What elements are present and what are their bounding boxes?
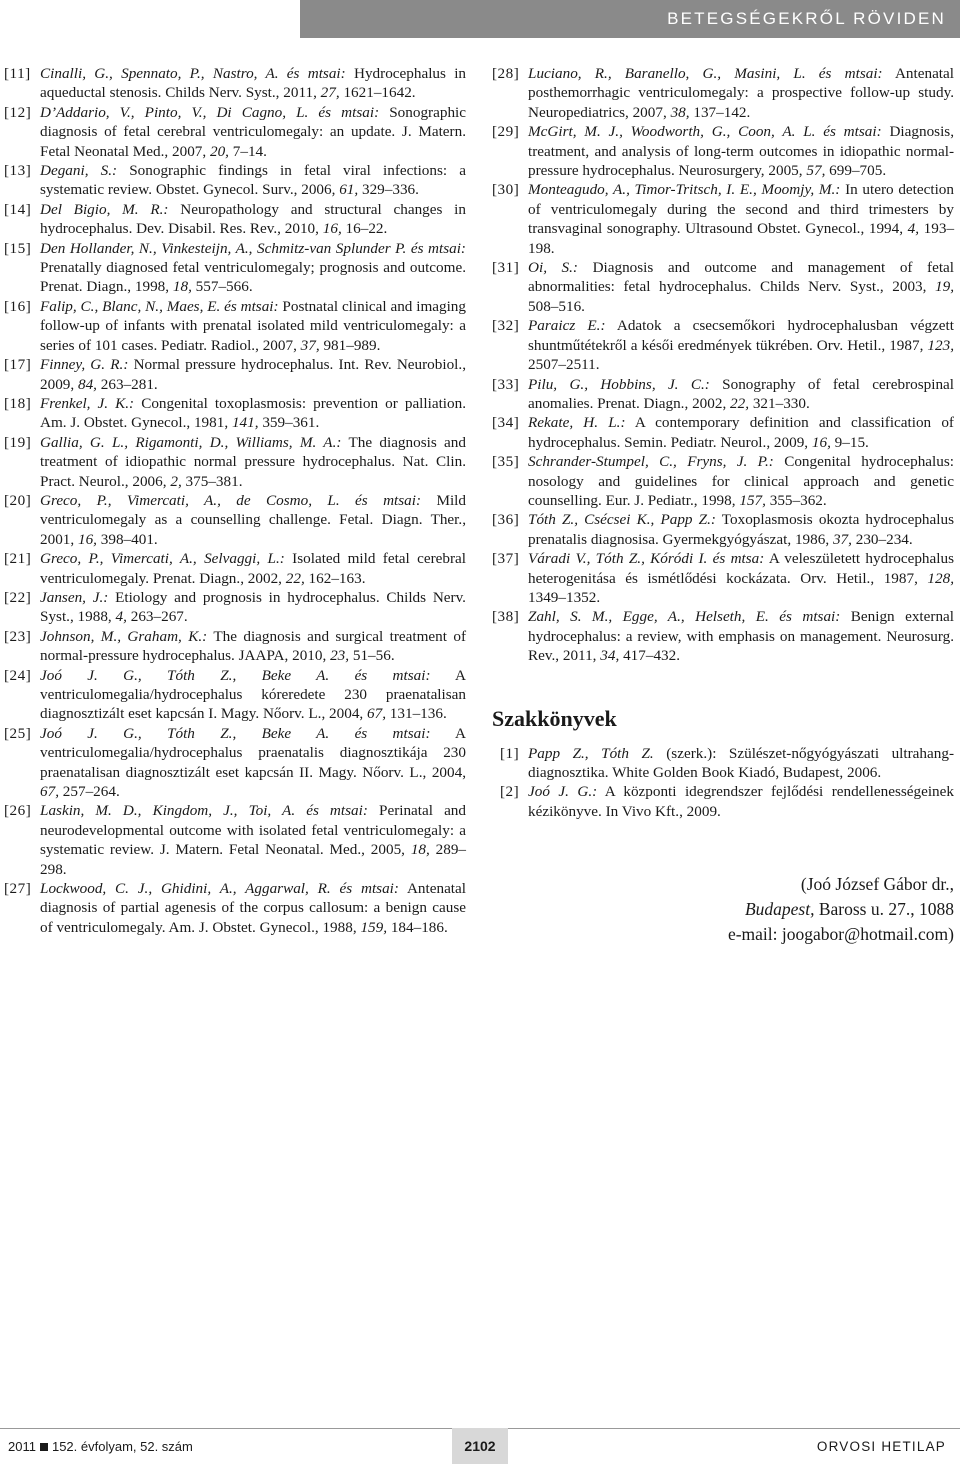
reference-number: [20] [4, 491, 32, 509]
reference-number: [26] [4, 802, 32, 820]
reference-volume: 16, [322, 220, 342, 238]
contact-address-line [640, 897, 954, 922]
reference-number: [30] [492, 181, 520, 199]
reference-entry [492, 258, 954, 316]
reference-citation: Congenital hydrocephalus: nosology and guidelines for clinical approach and genetic counselling. Eur. J. Pediatr., 1998, [528, 453, 954, 509]
reference-pages: 981–989. [323, 336, 381, 354]
reference-authors: Lockwood, C. J., Ghidini, A., Aggarwal, R. és mtsai: [40, 880, 399, 898]
reference-pages: 16–22. [345, 220, 388, 238]
reference-number: [28] [492, 65, 520, 82]
reference-citation: Adatok a csecsemőkori hydrocephalusban végzett shuntműtétekről a késői eredmények tükrében. Orv. Hetil., 1987, [528, 317, 954, 354]
reference-pages: 137–142. [693, 103, 751, 121]
reference-pages: 131–136. [389, 705, 447, 723]
reference-citation: In utero detection of ventriculomegaly during the second and third trimesters by transvaginal sonography. Ultrasound Obstet. Gynecol., 1994, [528, 181, 954, 238]
reference-authors: Greco, P., Vimercati, A., Selvaggi, L.: [40, 550, 285, 568]
reference-citation: Hydrocephalus in aqueductal stenosis. Childs Nerv. Syst., 2011, [40, 65, 467, 102]
reference-pages: 7–14. [232, 142, 267, 160]
reference-volume: 128, [927, 569, 954, 587]
reference-authors: Laskin, M. D., Kingdom, J., Toi, A. és mtsai: [40, 802, 368, 820]
references-right-column [492, 64, 954, 821]
reference-pages: 321–330. [752, 394, 810, 412]
reference-citation: Toxoplasmosis okozta hydrocephalus prenatalis diagnosisa. Gyermekgyógyászat, 1986, [528, 511, 954, 548]
reference-volume: 84, [77, 375, 97, 393]
journal-name: ORVOSI HETILAP [816, 1439, 946, 1454]
reference-authors: Váradi V., Tóth Z., Kóródi I. és mtsa: [528, 550, 765, 568]
reference-pages: 257–264. [62, 783, 120, 801]
reference-authors: Schrander-Stumpel, C., Fryns, J. P.: [528, 453, 774, 471]
reference-entry [4, 666, 466, 724]
reference-pages: 162–163. [308, 569, 366, 587]
reference-authors: Frenkel, J. K.: [40, 394, 135, 412]
reference-citation: Diagnosis, treatment, and analysis of long-term outcomes in idiopathic normal-pressure hydrocephalus. Neurosurgery, 2005, [528, 123, 954, 180]
reference-entry [492, 549, 954, 607]
reference-citation: Prenatally diagnosed fetal ventriculomegaly; prognosis and outcome. Prenat. Diagn., 1998, [40, 259, 466, 296]
reference-authors: Joó J. G., Tóth Z., Beke A. és mtsai: [40, 666, 431, 684]
reference-number: [32] [492, 317, 520, 335]
reference-number: [18] [4, 394, 32, 412]
reference-authors: Papp Z., Tóth Z. [528, 744, 654, 762]
reference-citation: Antenatal diagnosis of partial agenesis of the corpus callosum: a benign cause of ventriculomegaly. Am. J. Obstet. Gynecol., 1988, [40, 880, 466, 936]
page-number: 2102 [452, 1428, 508, 1464]
reference-volume: 37, [832, 530, 852, 548]
reference-authors: Gallia, G. L., Rigamonti, D., Williams, M. A.: [40, 433, 342, 451]
reference-authors: Johnson, M., Graham, K.: [40, 627, 208, 645]
reference-pages: 557–566. [195, 278, 253, 296]
references-left-column [4, 64, 466, 937]
reference-entry [4, 103, 466, 161]
reference-authors: Del Bigio, M. R.: [40, 200, 169, 218]
reference-authors: Rekate, H. L.: [528, 414, 626, 432]
reference-volume: 18, [172, 278, 192, 296]
reference-volume: 4, [115, 608, 127, 626]
reference-entry [4, 239, 466, 297]
footer-volume: 152. évfolyam, 52. szám [51, 1439, 193, 1454]
reference-number: [31] [492, 259, 520, 277]
reference-authors: Zahl, S. M., Egge, A., Helseth, E. és mtsai: [528, 608, 841, 626]
reference-number: [36] [492, 511, 520, 529]
reference-volume: 16, [811, 433, 831, 451]
reference-entry [4, 200, 466, 239]
reference-volume: 61, [339, 181, 359, 199]
reference-pages: 263–281. [100, 375, 158, 393]
reference-volume: 67, [367, 705, 386, 723]
reference-entry [492, 452, 954, 510]
reference-citation: A ventriculomegalia/hydrocephalus praenatalis diagnosztikája 230 praenatalisan diagnosztizált eset kapcsán II. Magy. Nőorv. L., 2004, [40, 724, 466, 781]
reference-number: [14] [4, 200, 32, 218]
section-header-title: BETEGSÉGEKRŐL RÖVIDEN [667, 9, 946, 28]
reference-entry [4, 491, 466, 549]
reference-volume: 16, [77, 530, 97, 548]
reference-volume: 37, [300, 336, 320, 354]
reference-number: [25] [4, 724, 32, 742]
reference-number: [29] [492, 123, 520, 141]
reference-authors: Degani, S.: [40, 162, 118, 180]
reference-entry [492, 375, 954, 414]
reference-pages: 508–516. [528, 297, 585, 315]
reference-pages: 329–336. [361, 181, 419, 199]
reference-number: [19] [4, 433, 32, 451]
reference-entry [4, 588, 466, 627]
reference-citation: (szerk.): Szülészet-nőgyógyászati ultrahang-diagnosztika. White Golden Book Kiadó, Budapest, 2006. [528, 744, 954, 781]
reference-entry [4, 549, 466, 588]
reference-pages: 230–234. [855, 530, 913, 548]
reference-volume: 57, [806, 162, 826, 180]
reference-volume: 20, [209, 142, 229, 160]
reference-pages: 193–198. [528, 220, 955, 257]
author-contact [640, 872, 954, 947]
reference-authors: McGirt, M. J., Woodworth, G., Coon, A. L. és mtsai: [528, 123, 882, 141]
reference-citation: Normal pressure hydrocephalus. Int. Rev. Neurobiol., 2009, [40, 356, 466, 393]
reference-pages: 699–705. [829, 162, 887, 180]
reference-pages: 1621–1642. [343, 84, 416, 102]
reference-volume: 19, [935, 278, 955, 296]
handbook-entry [492, 744, 954, 783]
reference-entry [4, 801, 466, 879]
reference-citation: Postnatal clinical and imaging follow-up of infants with prenatal isolated mild ventriculomegaly: a series of 101 cases. Pediatr. Radiol., 2007, [40, 297, 466, 354]
reference-entry [4, 161, 466, 200]
reference-pages: 1349–1352. [528, 588, 601, 606]
reference-number: [34] [492, 414, 520, 432]
reference-entry [4, 724, 466, 802]
reference-entry [492, 413, 954, 452]
reference-entry [492, 180, 954, 258]
reference-pages: 9–15. [834, 433, 869, 451]
reference-number: [22] [4, 588, 32, 606]
reference-number: [35] [492, 453, 520, 471]
reference-authors: Pilu, G., Hobbins, J. C.: [528, 375, 710, 393]
reference-citation: Etiology and prognosis in hydrocephalus. Childs Nerv. Syst., 1988, [40, 588, 466, 626]
footer-issue-info [8, 1439, 193, 1454]
page-footer [0, 1428, 960, 1464]
reference-number: [16] [4, 297, 32, 315]
references-right-list [492, 64, 954, 666]
reference-number: [2] [500, 783, 520, 801]
reference-entry [4, 64, 466, 103]
reference-authors: Greco, P., Vimercati, A., de Cosmo, L. és mtsai: [40, 491, 422, 509]
reference-citation: Diagnosis and outcome and management of fetal abnormalities: fetal hydrocephalus. Childs Nerv. Syst., 2003, [528, 259, 955, 296]
reference-authors: Tóth Z., Csécsei K., Papp Z.: [528, 511, 716, 529]
reference-number: [38] [492, 608, 520, 626]
handbook-entry [492, 782, 954, 821]
reference-pages: 51–56. [352, 647, 395, 665]
reference-pages: 184–186. [390, 918, 448, 936]
reference-entry [492, 64, 954, 122]
reference-number: [37] [492, 550, 520, 568]
reference-citation: A központi idegrendszer fejlődési rendellenességeinek kézikönyve. In Vivo Kft., 2009. [528, 783, 954, 820]
reference-entry [492, 510, 954, 549]
reference-citation: Mild ventriculomegaly as a counselling challenge. Fetal. Diagn. Ther., 2001, [40, 491, 466, 548]
reference-number: [21] [4, 550, 32, 568]
handbooks-heading: Szakkönyvek [492, 705, 617, 731]
contact-email[interactable]: e-mail: joogabor@hotmail.com) [727, 924, 954, 944]
reference-authors: Paraicz E.: [528, 317, 606, 335]
footer-year: 2011 [8, 1439, 36, 1454]
reference-authors: Den Hollander, N., Vinkesteijn, A., Schmitz-van Splunder P. és mtsai: [40, 239, 466, 257]
reference-volume: 34, [600, 647, 620, 665]
header-bar [300, 0, 960, 38]
reference-authors: Jansen, J.: [40, 588, 109, 606]
contact-address: Baross u. 27., 1088 [818, 899, 954, 919]
reference-entry [4, 355, 466, 394]
reference-volume: 22, [730, 394, 750, 412]
reference-pages: 289–298. [40, 841, 466, 878]
reference-pages: 398–401. [100, 530, 158, 548]
reference-authors: Falip, C., Blanc, N., Maes, E. és mtsai: [40, 297, 279, 315]
reference-volume: 4, [907, 220, 920, 238]
reference-citation: Benign external hydrocephalus: a review, with emphasis on management. Neurosurg. Rev., 2011, [528, 608, 955, 665]
reference-number: [27] [4, 880, 32, 898]
reference-entry [4, 627, 466, 666]
reference-pages: 355–362. [769, 491, 827, 509]
reference-authors: Oi, S.: [528, 259, 578, 277]
reference-entry [4, 433, 466, 491]
reference-number: [13] [4, 162, 32, 180]
reference-entry [4, 879, 466, 937]
contact-name: (Joó József Gábor dr., [800, 874, 954, 894]
reference-volume: 141, [231, 414, 259, 432]
reference-volume: 18, [410, 841, 430, 859]
reference-entry [4, 297, 466, 355]
reference-pages: 359–361. [262, 414, 320, 432]
reference-citation: Sonography of fetal cerebrospinal anomalies. Prenat. Diagn., 2002, [528, 375, 954, 412]
reference-volume: 38, [670, 103, 690, 121]
reference-entry [492, 122, 954, 180]
reference-citation: The diagnosis and treatment of idiopathic normal pressure hydrocephalus. Nat. Clin. Pract. Neurol., 2006, [40, 433, 466, 490]
contact-city: Budapest, [744, 899, 815, 919]
reference-citation: Sonographic findings in fetal viral infections: a systematic review. Obstet. Gynecol. Surv., 2006, [40, 162, 466, 199]
reference-entry [492, 607, 954, 665]
reference-citation: A ventriculomegalia/hydrocephalus kóreredete 230 praenatalisan diagnosztizált eset kapcsán I. Magy. Nőorv. L., 2004, [40, 666, 466, 723]
reference-citation: Isolated mild fetal cerebral ventriculomegaly. Prenat. Diagn., 2002, [40, 550, 467, 587]
handbooks-list [492, 744, 954, 822]
reference-volume: 23, [330, 647, 350, 665]
reference-pages: 2507–2511. [528, 356, 600, 374]
reference-authors: Monteagudo, A., Timor-Tritsch, I. E., Moomjy, M.: [528, 181, 841, 199]
reference-authors: Finney, G. R.: [40, 356, 129, 374]
reference-volume: 2, [170, 472, 182, 490]
reference-number: [17] [4, 356, 32, 374]
reference-number: [11] [4, 65, 31, 82]
reference-authors: D’Addario, V., Pinto, V., Di Cagno, L. és mtsai: [40, 103, 380, 121]
reference-authors: Joó J. G., Tóth Z., Beke A. és mtsai: [40, 724, 431, 742]
reference-citation: Congenital toxoplasmosis: prevention or palliation. Am. J. Obstet. Gynecol., 1981, [40, 394, 467, 432]
reference-number: [1] [500, 744, 520, 762]
reference-volume: 27, [320, 84, 340, 102]
reference-pages: 417–432. [623, 647, 681, 665]
reference-citation: Neuropathology and structural changes in hydrocephalus. Dev. Disabil. Res. Rev., 2010, [40, 200, 466, 238]
square-bullet-icon [40, 1443, 48, 1451]
reference-pages: 375–381. [185, 472, 243, 490]
reference-citation: The diagnosis and surgical treatment of normal-pressure hydrocephalus. JAAPA, 2010, [40, 627, 467, 665]
reference-number: [24] [4, 666, 32, 684]
reference-volume: 159, [360, 918, 388, 936]
reference-volume: 157, [739, 491, 766, 509]
reference-citation: Perinatal and neurodevelopmental outcome with isolated fetal ventriculomegaly: a systematic review. J. Matern. Fetal Neonatal. Med., 2005, [40, 802, 466, 859]
reference-volume: 22, [285, 569, 305, 587]
reference-citation: A contemporary definition and classification of hydrocephalus. Semin. Pediatr. Neurol., 2009, [528, 414, 954, 451]
reference-authors: Luciano, R., Baranello, G., Masini, L. és mtsai: [528, 65, 883, 82]
reference-entry [4, 394, 466, 433]
reference-number: [33] [492, 375, 520, 393]
reference-citation: A veleszületett hydrocephalus heterogenitása és ismétlődési kockázata. Orv. Hetil., 1987, [528, 550, 954, 587]
reference-volume: 123, [927, 336, 954, 354]
reference-authors: Cinalli, G., Spennato, P., Nastro, A. és mtsai: [40, 65, 346, 82]
reference-number: [12] [4, 103, 32, 121]
reference-citation: Sonographic diagnosis of fetal cerebral ventriculomegaly: an update. J. Matern. Fetal Neonatal Med., 2007, [40, 103, 467, 160]
reference-entry [492, 316, 954, 374]
reference-number: [15] [4, 239, 32, 257]
reference-pages: 263–267. [130, 608, 188, 626]
reference-citation: Antenatal posthemorrhagic ventriculomegaly: a prospective follow-up study. Neuropediatrics, 2007, [528, 65, 954, 121]
reference-volume: 67, [40, 783, 59, 801]
reference-authors: Joó J. G.: [528, 783, 598, 801]
reference-number: [23] [4, 627, 32, 645]
